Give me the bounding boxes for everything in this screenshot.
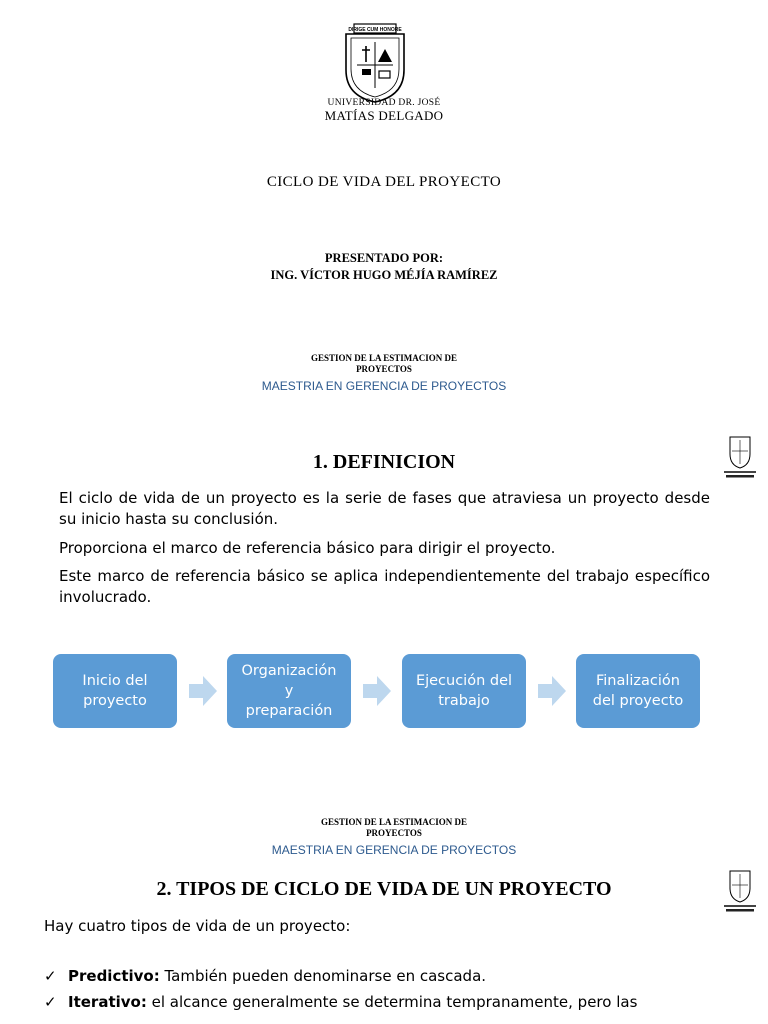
phase-box-ejecucion: Ejecución del trabajo: [402, 654, 526, 728]
university-crest-small-icon: [722, 868, 758, 914]
checkmark-icon: ✓: [44, 993, 57, 1011]
course-name-line2: PROYECTOS: [366, 828, 422, 838]
section-title-definicion: 1. DEFINICION: [312, 451, 456, 473]
course-name-line2: PROYECTOS: [356, 364, 412, 374]
definition-paragraph-1: El ciclo de vida de un proyecto es la serie de fases que atraviesa un proyecto desde su inicio hasta su conclusión.: [59, 489, 710, 528]
list-item: [44, 965, 720, 987]
arrow-right-icon: [363, 676, 391, 706]
university-crest-logo: [340, 22, 410, 104]
author-name: ING. VÍCTOR HUGO MÉJÍA RAMÍREZ: [270, 268, 498, 282]
phase-box-finalizacion: Finalización del proyecto: [576, 654, 700, 728]
phase-box-inicio: Inicio del proyecto: [53, 654, 177, 728]
phase-box-organizacion: Organización y preparación: [227, 654, 351, 728]
svg-text:DIRIGE CUM HONORE: DIRIGE CUM HONORE: [348, 27, 402, 33]
program-name: MAESTRIA EN GERENCIA DE PROYECTOS: [261, 379, 507, 393]
program-name: MAESTRIA EN GERENCIA DE PROYECTOS: [271, 843, 517, 857]
university-crest-small-icon: [722, 434, 758, 480]
section-title-tipos: 2. TIPOS DE CICLO DE VIDA DE UN PROYECTO: [156, 878, 612, 900]
course-name-line1: GESTION DE LA ESTIMACION DE: [320, 817, 468, 827]
course-name-line1: GESTION DE LA ESTIMACION DE: [310, 353, 458, 363]
university-name-line1: UNIVERSIDAD DR. JOSÉ: [327, 98, 441, 108]
university-name-line2: MATÍAS DELGADO: [324, 108, 444, 123]
types-intro-text: Hay cuatro tipos de vida de un proyecto:: [44, 917, 351, 935]
list-item: [44, 991, 720, 1013]
checkmark-icon: ✓: [44, 967, 57, 985]
definition-paragraph-2: Proporciona el marco de referencia básico para dirigir el proyecto.: [59, 539, 556, 557]
definition-paragraph-3: Este marco de referencia básico se aplica independientemente del trabajo específico involucrado.: [59, 567, 710, 606]
arrow-right-icon: [538, 676, 566, 706]
list-item-term: Iterativo:: [68, 993, 147, 1011]
list-item-term: Predictivo:: [68, 967, 160, 985]
cover-title: CICLO DE VIDA DEL PROYECTO: [266, 174, 502, 190]
presented-by-label: PRESENTADO POR:: [324, 251, 444, 265]
list-item-text: el alcance generalmente se determina tempranamente, pero las: [146, 993, 638, 1011]
arrow-right-icon: [189, 676, 217, 706]
list-item-text: También pueden denominarse en cascada.: [159, 967, 487, 985]
